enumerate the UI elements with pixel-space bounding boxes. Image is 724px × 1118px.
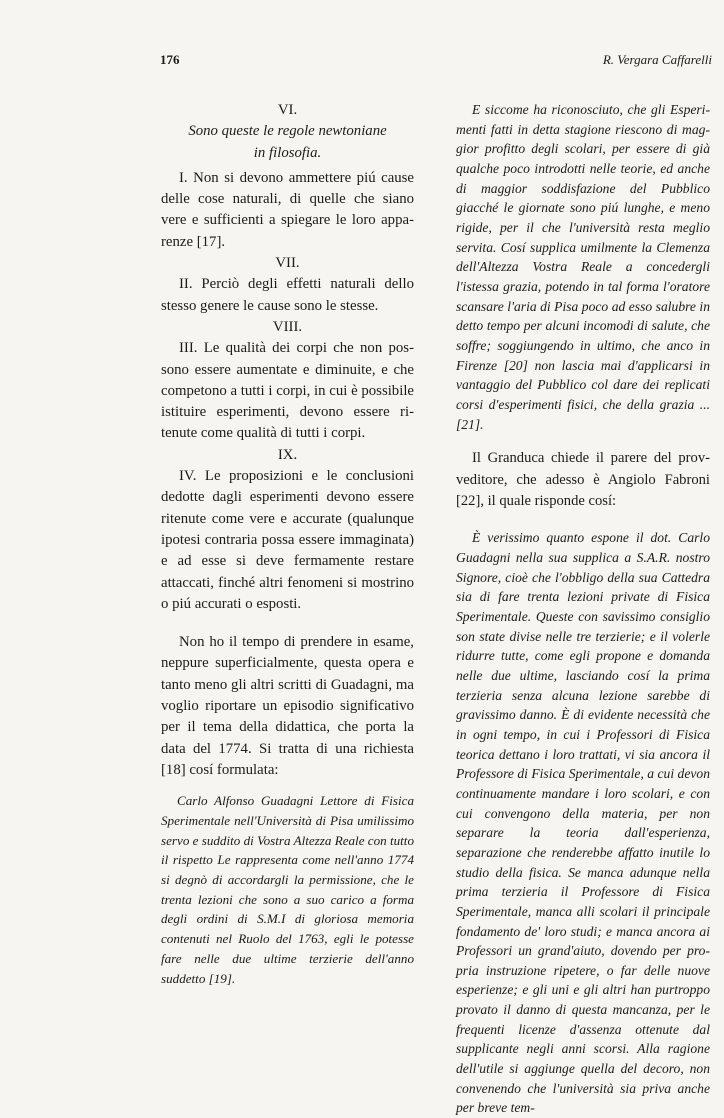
quoted-reply: È verissimo quanto espone il dot. Carlo Guadagni nella sua supplica a S.A.R. nostro Signore, cioè che l'obbligo della sua Cattedra sia di fare trenta lezioni private di Fisica Sperimentale. Queste con savissimo consiglio son state divise nelle tre terzierie; e il volerle ridurre tutte, come egli propone e domanda nelle due ultime, lasciando cosí la prima terzieria senza alcuna lezione sarebbe di gravissimo danno. È di evidente necessità che in ogni tempo, in cui i Professori di Fisica teorica dettano i loro trattati, vi sia ancora il Professore di Fisica Sperimentale, a cui devon continuamente mandare i loro scolari, e con cui convengono della materia, per non separare la teoria dall'esperienza, separazione che renderebbe affatto inutile lo studio della fisica. Se manca adunque nella prima terzieria il Professore di Fisica Sperimentale, manca alli scolari il principale fondamento de' loro studi; e manca ancora ai Professori un grand'aiuto, dovendo per propria instruzione ripetere, o far delle nuove esperienze; e gli uni e gli altri han purtroppo provato il danno di questa mancanza, per le frequenti licenze d'assenza ottenute dal supplicante negli anni scorsi. Alla ragione dell'utile si aggiunge quella del decoro, non convenendo che l'università sia priva anche per breve tem- [456,530,710,1116]
rule-2: II. Perciò degli effetti naturali dello stesso genere le cause sono le stesse. [161,276,414,314]
left-column [161,100,414,988]
rule-4: IV. Le proposizioni e le conclusioni dedotte dagli esperimenti devono essere ritenute come vere e accurate (qualunque ipotesi contraria possa essere immaginata) e ad esse si deve fermamente restare attaccati, finché altri fenomeni si mostrino o piú accurati o esposti. [161,468,414,612]
body-paragraph: Il Granduca chiede il parere del provveditore, che adesso è Angiolo Fabroni [22], il quale risponde cosí: [456,450,710,509]
page-number: 176 [160,52,180,67]
rule-1: I. Non si devono ammettere piú cause delle cose naturali, di quelle che siano vere e sufficienti a spiegare le loro apparenze [17]. [161,169,414,250]
rule-3: III. Le qualità dei corpi che non possono essere aumentate e diminuite, e che competono a tutti i corpi, in cui è possibile istituire esperimenti, devono essere ritenute come qualità di tutti i corpi. [161,340,414,442]
running-head: R. Vergara Caffarelli [602,52,712,67]
quoted-petition: Carlo Alfonso Guadagni Lettore di Fisica Sperimentale nell'Università di Pisa umilissimo servo e suddito di Vostra Altezza Reale con tutto il rispetto Le rappresenta come nell'anno 1774 si degnò di accordargli la permissione, che le trenta lezioni che sono a suo carico a forma degli ordini di S.M.I di gloriosa memoria contenuti nel Ruolo del 1763, egli le potesse fare nelle due ultime terzierie dell'anno suddetto [19]. [161,793,414,986]
section-number-7: VII. [275,255,300,272]
page-header [160,52,712,72]
section-number-9: IX. [277,446,298,463]
section-title-text: Sono queste le regole newtoniane in filosofia. [188,123,387,161]
section-number-6: VI. [277,102,298,118]
right-column [456,100,710,1118]
body-paragraph: Non ho il tempo di prendere in esame, neppure superficialmente, questa opera e tanto meno gli altri scritti di Guadagni, ma voglio riportare un episodio significativo per il tema della didattica, che porta la data del 1774. Si tratta di una richiesta [18] cosí formulata: [161,634,414,778]
quoted-petition-continued: E siccome ha riconosciuto, che gli Esperimenti fatti in detta stagione riescono di maggior profitto degli scolari, per essere di già qualche poco introdotti nelle teorie, ed anche di maggior soddisfazione del Pubblico giacché le giornate sono piú lunghe, e meno rigide, per il che l'università resta meglio servita. Cosí supplica umilmente la Clemenza dell'Altezza Vostra Reale a concedergli l'istessa grazia, potendo in tal forma l'oratore scansare l'aria di Pisa poco ad esso salubre in detto tempo per alcuni incomodi di salute, che soffre; soggiungendo in ultimo, che anco in Firenze [20] non lascia mai d'applicarsi in vantaggio del Pubblico col dare dei replicati corsi d'esperimenti fisici, che della grazia ... [21]. [456,102,710,432]
section-title [161,121,414,164]
section-number-8: VIII. [272,318,303,335]
